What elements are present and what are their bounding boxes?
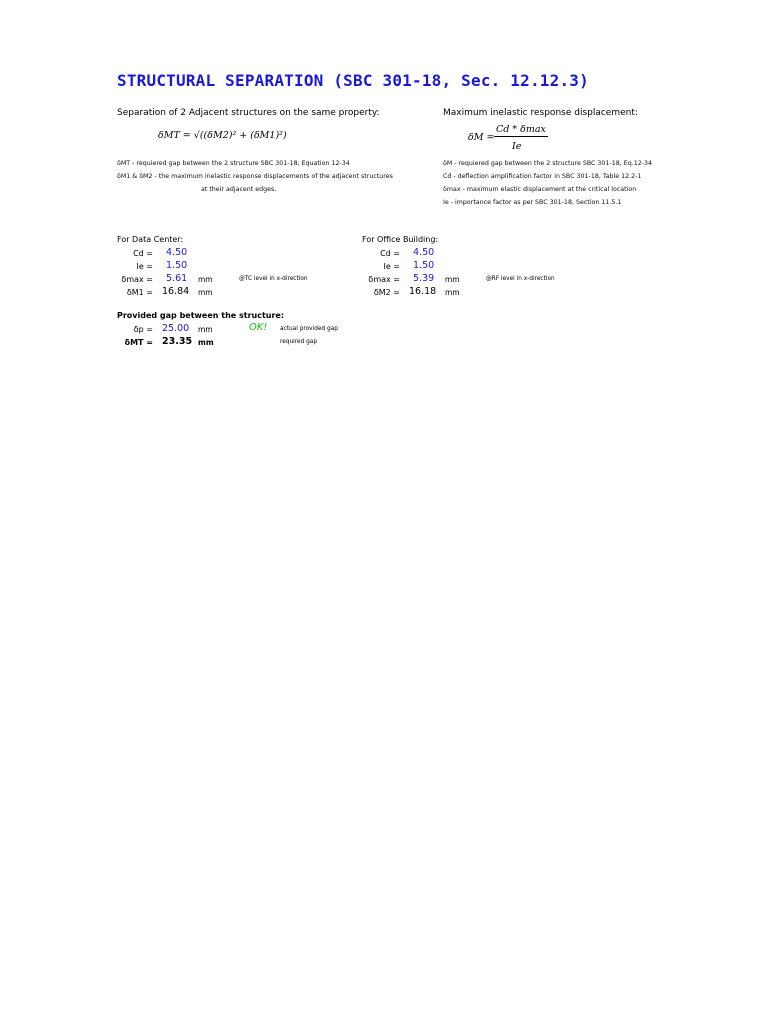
dc-cd-label: Cd = xyxy=(133,249,153,258)
dc-dmax-label: δmax = xyxy=(121,275,153,284)
ob-dm2-unit: mm xyxy=(445,288,460,297)
gap-dmt-value: 23.35 xyxy=(162,336,193,347)
ob-dmax-label: δmax = xyxy=(368,275,400,284)
right-note-3: δmax - maximum elastic displacement at the critical location xyxy=(443,186,637,193)
gap-dp-label: δp = xyxy=(133,325,153,334)
ob-cd-label: Cd = xyxy=(380,249,400,258)
gap-dp-unit: mm xyxy=(198,325,213,334)
right-note-1: δM - requiered gap between the 2 structure SBC 301-18, Eq.12-34 xyxy=(443,160,653,167)
right-formula-denominator: Ie xyxy=(512,141,522,152)
gap-heading: Provided gap between the structure: xyxy=(117,311,285,320)
left-formula: δMT = √((δM2)² + (δM1)²) xyxy=(158,130,287,141)
ob-dm2-value: 16.18 xyxy=(409,286,437,297)
left-note-3: at their adjacent edges. xyxy=(201,186,277,193)
page-title: STRUCTURAL SEPARATION (SBC 301-18, Sec. 12.12.3) xyxy=(117,71,589,90)
ob-dm2-label: δM2 = xyxy=(373,288,400,297)
right-note-2: Cd - deflection amplification factor in SBC 301-18, Table 12.2-1 xyxy=(443,173,642,180)
ob-dmax-value: 5.39 xyxy=(413,273,435,284)
gap-dmt-unit: mm xyxy=(198,338,214,347)
office-building-heading: For Office Building: xyxy=(362,235,439,244)
dc-dmax-note: @TC level in x-direction xyxy=(239,276,308,282)
right-section-heading: Maximum inelastic response displacement: xyxy=(443,108,638,118)
ob-ie-label: Ie = xyxy=(383,262,400,271)
dc-dmax-value: 5.61 xyxy=(166,273,188,284)
data-center-heading: For Data Center: xyxy=(117,235,184,244)
ob-ie-value: 1.50 xyxy=(413,260,435,271)
dc-cd-value: 4.50 xyxy=(166,247,188,258)
gap-dp-value: 25.00 xyxy=(162,323,190,334)
gap-dp-note: actual provided gap xyxy=(280,326,338,332)
gap-dmt-note: required gap xyxy=(280,339,318,345)
right-formula-lhs: δM = xyxy=(468,132,495,143)
dc-ie-label: Ie = xyxy=(136,262,153,271)
ob-cd-value: 4.50 xyxy=(413,247,435,258)
dc-dm1-label: δM1 = xyxy=(126,288,153,297)
dc-dmax-unit: mm xyxy=(198,275,213,284)
left-note-2: δM1 & δM2 - the maximum inelastic response displacements of the adjacent structures xyxy=(117,173,393,180)
left-note-1: δMT - requiered gap between the 2 structure SBC 301-18, Equation 12-34 xyxy=(117,160,350,167)
ob-dmax-note: @RF level in x-direction xyxy=(486,276,555,282)
gap-dmt-label: δMT = xyxy=(124,338,153,347)
dc-ie-value: 1.50 xyxy=(166,260,188,271)
left-section-heading: Separation of 2 Adjacent structures on the same property: xyxy=(117,108,380,118)
dc-dm1-unit: mm xyxy=(198,288,213,297)
right-note-4: Ie - importance factor as per SBC 301-18, Section 11.5.1 xyxy=(443,199,622,206)
ob-dmax-unit: mm xyxy=(445,275,460,284)
dc-dm1-value: 16.84 xyxy=(162,286,190,297)
right-formula-numerator: Cd * δmax xyxy=(496,124,546,135)
status-ok-badge: OK! xyxy=(249,322,268,333)
